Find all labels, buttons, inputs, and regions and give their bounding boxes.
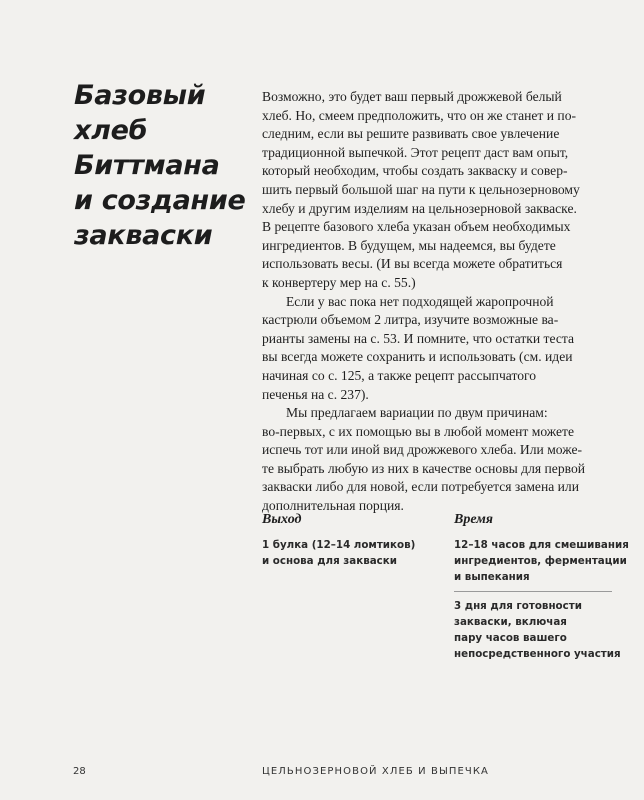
text-line: печенья на с. 237). — [262, 386, 369, 402]
time-text-starter — [454, 598, 621, 662]
time-block — [454, 512, 629, 662]
title-line: хлеб — [74, 115, 148, 146]
text-line: начиная со с. 125, а также рецепт рассыпчатого — [262, 367, 537, 383]
title-line: Базовый — [74, 80, 206, 111]
time-heading: Время — [454, 512, 494, 527]
text-line: Мы предлагаем вариации по двум причинам: — [286, 405, 548, 421]
yield-heading: Выход — [262, 512, 302, 527]
yield-text — [262, 537, 432, 569]
text-line: дополнительная порция. — [262, 498, 404, 514]
text-line: следним, если вы решите развивать свое увлечение — [262, 126, 560, 142]
title-line: и создание — [74, 185, 246, 216]
title-line: закваски — [74, 220, 213, 251]
paragraph-2 — [262, 293, 632, 405]
text-line: к конвертеру мер на с. 55.) — [262, 274, 416, 290]
text-line: традиционной выпечкой. Этот рецепт даст вам опыт, — [262, 144, 569, 160]
yield-line: 1 булка (12–14 ломтиков) — [262, 539, 416, 551]
text-line: хлебу и другим изделиям на цельнозерновой закваске. — [262, 200, 577, 216]
text-line: который необходим, чтобы создать закваску и совер- — [262, 163, 568, 179]
body-text — [262, 88, 632, 516]
text-line: хлеб. Но, смеем предположить, что он же станет и по- — [262, 107, 577, 123]
time-line: 12–18 часов для смешивания — [454, 539, 629, 551]
time-line: и выпекания — [454, 571, 530, 583]
text-line: Возможно, это будет ваш первый дрожжевой белый — [262, 89, 562, 104]
time-line: 3 дня для готовности — [454, 600, 582, 612]
paragraph-1 — [262, 88, 632, 293]
time-text-active — [454, 537, 629, 585]
time-line: непосредственного участия — [454, 648, 621, 660]
title-line: Биттмана — [74, 150, 220, 181]
time-line: закваски, включая — [454, 616, 567, 628]
text-line: испечь тот или иной вид дрожжевого хлеба. Или може- — [262, 442, 583, 458]
running-title: ЦЕЛЬНОЗЕРНОВОЙ ХЛЕБ И ВЫПЕЧКА — [262, 766, 489, 777]
paragraph-3 — [262, 404, 632, 516]
text-line: использовать весы. (И вы всегда можете обратиться — [262, 256, 563, 272]
text-line: закваски либо для новой, если потребуется замена или — [262, 479, 579, 495]
time-line: ингредиентов, ферментации — [454, 555, 627, 567]
yield-line: и основа для закваски — [262, 555, 397, 567]
time-divider — [454, 591, 612, 592]
text-line: те выбрать любую из них в качестве основы для первой — [262, 460, 586, 476]
time-line: пару часов вашего — [454, 632, 567, 644]
text-line: Если у вас пока нет подходящей жаропрочной — [286, 293, 554, 309]
text-line: В рецепте базового хлеба указан объем необходимых — [262, 219, 571, 235]
text-line: вы всегда можете сохранить и использовать (см. идеи — [262, 349, 573, 365]
text-line: шить первый большой шаг на пути к цельнозерновому — [262, 181, 580, 197]
text-line: рианты замены на с. 53. И помните, что остатки теста — [262, 330, 575, 346]
page-number: 28 — [73, 766, 86, 777]
text-line: кастрюли объемом 2 литра, изучите возможные ва- — [262, 312, 559, 328]
text-line: во-первых, с их помощью вы в любой момент можете — [262, 423, 574, 439]
recipe-title — [74, 78, 254, 253]
text-line: ингредиентов. В будущем, мы надеемся, вы будете — [262, 237, 556, 253]
yield-block — [262, 512, 432, 569]
